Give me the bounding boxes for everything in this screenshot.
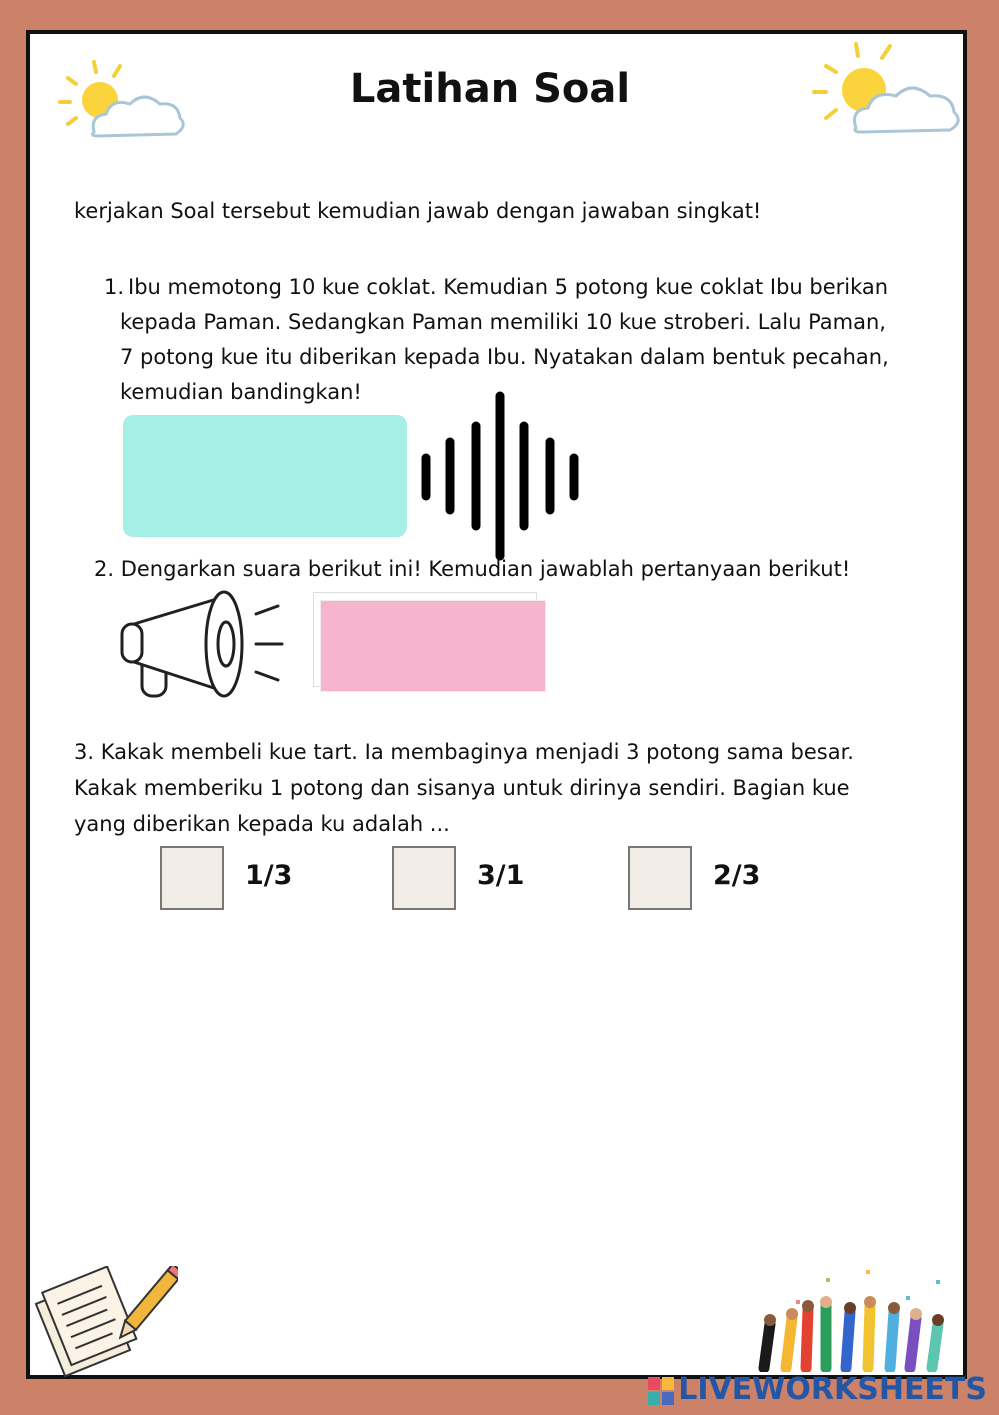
page-title: Latihan Soal (349, 66, 631, 112)
option-label-1: 1/3 (245, 860, 293, 891)
raised-hands-icon (746, 1260, 966, 1372)
option-checkbox-1[interactable] (160, 846, 224, 910)
instruction-text: kerjakan Soal tersebut kemudian jawab dengan jawaban singkat! (74, 199, 762, 223)
question-1 (104, 270, 964, 410)
question-3-line: 3. Kakak membeli kue tart. Ia membaginya menjadi 3 potong sama besar. (74, 740, 854, 764)
answer-field-2[interactable] (320, 600, 546, 692)
option-label-3: 2/3 (713, 860, 761, 891)
worksheet-page (26, 30, 967, 1379)
question-3-line: Kakak memberiku 1 potong dan sisanya untuk dirinya sendiri. Bagian kue (74, 776, 850, 800)
audio-wave-icon[interactable] (416, 390, 586, 562)
question-2: 2. Dengarkan suara berikut ini! Kemudian jawablah pertanyaan berikut! (94, 557, 851, 581)
answer-field-1[interactable] (123, 415, 407, 537)
question-3 (74, 734, 954, 842)
megaphone-icon[interactable] (116, 586, 286, 702)
option-checkbox-2[interactable] (392, 846, 456, 910)
question-1-line: 7 potong kue itu diberikan kepada Ibu. Nyatakan dalam bentuk pecahan, (120, 345, 889, 369)
option-label-2: 3/1 (477, 860, 525, 891)
question-3-line: yang diberikan kepada ku adalah ... (74, 812, 450, 836)
question-1-line: kemudian bandingkan! (120, 380, 362, 404)
question-1-line: Ibu memotong 10 kue coklat. Kemudian 5 potong kue coklat Ibu berikan (128, 275, 889, 299)
option-checkbox-3[interactable] (628, 846, 692, 910)
liveworksheets-logo (648, 1372, 987, 1407)
liveworksheets-badge-icon (648, 1377, 674, 1405)
question-1-line: kepada Paman. Sedangkan Paman memiliki 10 kue stroberi. Lalu Paman, (120, 310, 886, 334)
sun-cloud-icon (806, 38, 966, 138)
liveworksheets-text: LIVEWORKSHEETS (678, 1372, 987, 1407)
question-1-number: 1. (104, 275, 125, 299)
paper-pencil-icon (28, 1266, 178, 1378)
sun-cloud-icon (54, 54, 189, 144)
